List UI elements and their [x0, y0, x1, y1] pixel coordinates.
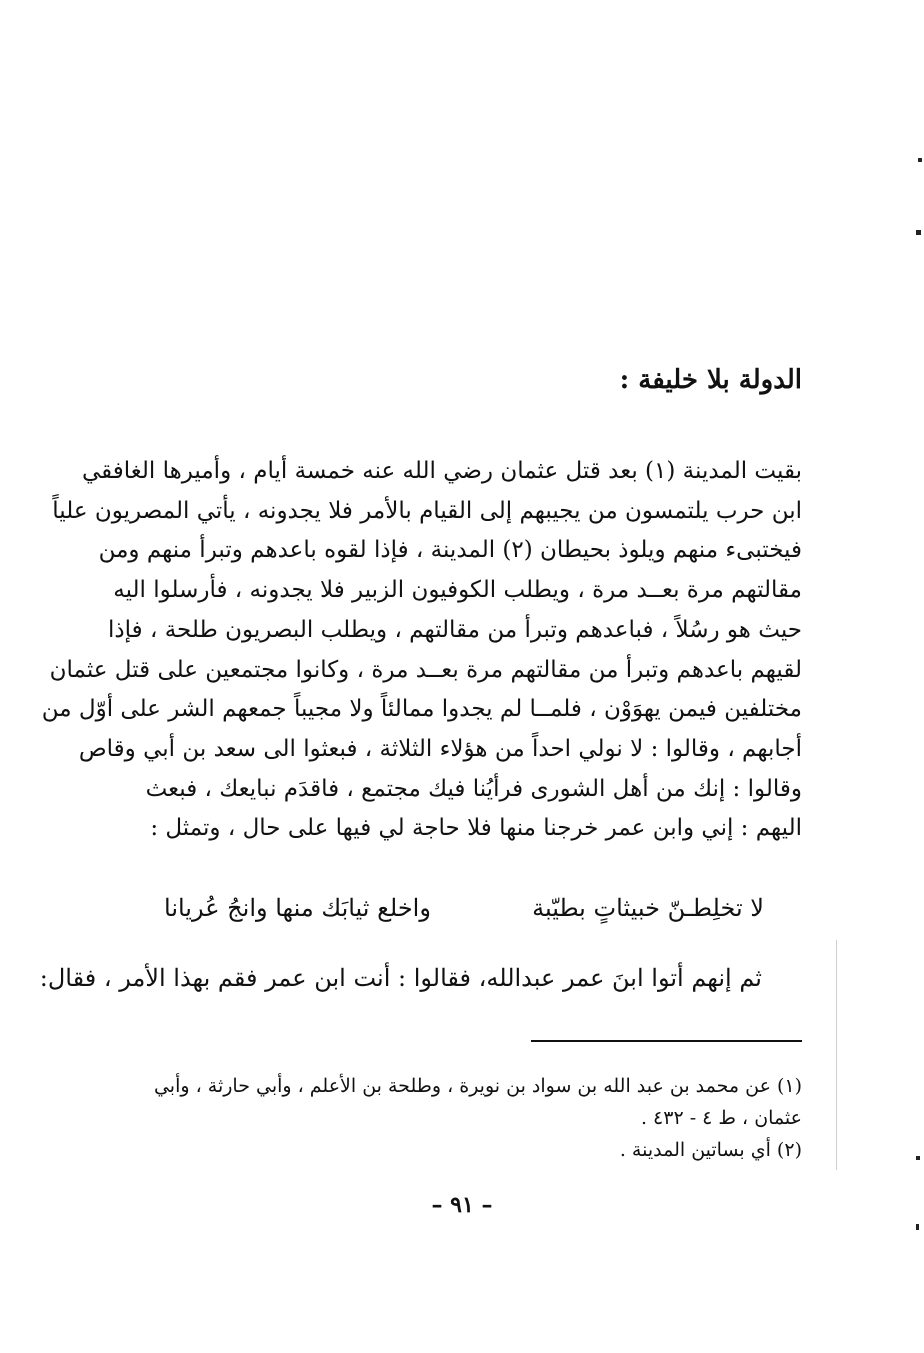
paragraph-line: بقيت المدينة (١) بعد قتل عثمان رضي الله عنه خمسة أيام ، وأميرها الغافقي [81, 458, 802, 484]
paragraph-line: وقالوا : إنك من أهل الشورى فرأيُنا فيك مجتمع ، فاقدَم نبايعك ، فبعث [145, 775, 802, 802]
section-heading: الدولة بلا خليفة : [619, 365, 802, 395]
paragraph-line: فيختبىء منهم ويلوذ بحيطان (٢) المدينة ، فإذا لقوه باعدهم وتبرأ منهم ومن [98, 537, 802, 564]
footnotes [122, 1070, 802, 1166]
scan-speck [916, 230, 921, 235]
verse-second-hemistich: واخلع ثيابَك منها وانجُ عُريانا [164, 894, 431, 922]
scan-speck [918, 158, 922, 162]
page-edge-line [836, 940, 837, 1170]
footnote-line: (١) عن محمد بن عبد الله بن سواد بن نويرة ، وطلحة بن الأعلم ، وأبي حارثة ، وأبي [153, 1075, 802, 1097]
paragraph-line: لقيهم باعدهم وتبرأ من مقالتهم مرة بعــد مرة ، وكانوا مجتمعين على قتل عثمان [49, 656, 802, 683]
continuation-line: ثم إنهم أتوا ابنَ عمر عبدالله، فقالوا : أنت ابن عمر فقم بهذا الأمر ، فقال: [39, 964, 762, 992]
paragraph-line: مقالتهم مرة بعــد مرة ، ويطلب الكوفيون الزبير فلا يجدونه ، فأرسلوا اليه [113, 577, 802, 604]
body-paragraph [41, 452, 802, 849]
scan-speck [916, 1224, 919, 1230]
paragraph-line: ابن حرب يلتمسون من يجيبهم إلى القيام بالأمر فلا يجدونه ، يأتي المصريون علياً [52, 497, 802, 524]
page-number: – ٩١ – [431, 1192, 493, 1218]
footnote-separator [531, 1040, 802, 1042]
paragraph-line: حيث هو رسُلاً ، فباعدهم وتبرأ من مقالتهم ، ويطلب البصريون طلحة ، فإذا [108, 616, 802, 643]
paragraph-line: اليهم : إني وابن عمر خرجنا منها فلا حاجة لي فيها على حال ، وتمثل : [150, 815, 802, 842]
paragraph-line: أجابهم ، وقالوا : لا نولي احداً من هؤلاء الثلاثة ، فبعثوا الى سعد بن أبي وقاص [78, 735, 802, 762]
paragraph-line: مختلفين فيمن يهوَوْن ، فلمــا لم يجدوا ممالئاً ولا مجيباً جمعهم الشر على أوّل من [41, 696, 802, 723]
verse-first-hemistich: لا تخلِطـنّ خبيثاتٍ بطيّبة [532, 894, 764, 922]
footnote-line: (٢) أي بساتين المدينة . [619, 1139, 802, 1161]
poetry-verse [164, 888, 764, 928]
footnote-line: عثمان ، ط ٤ - ٤٣٢ . [640, 1107, 802, 1129]
scan-speck [916, 1156, 920, 1160]
